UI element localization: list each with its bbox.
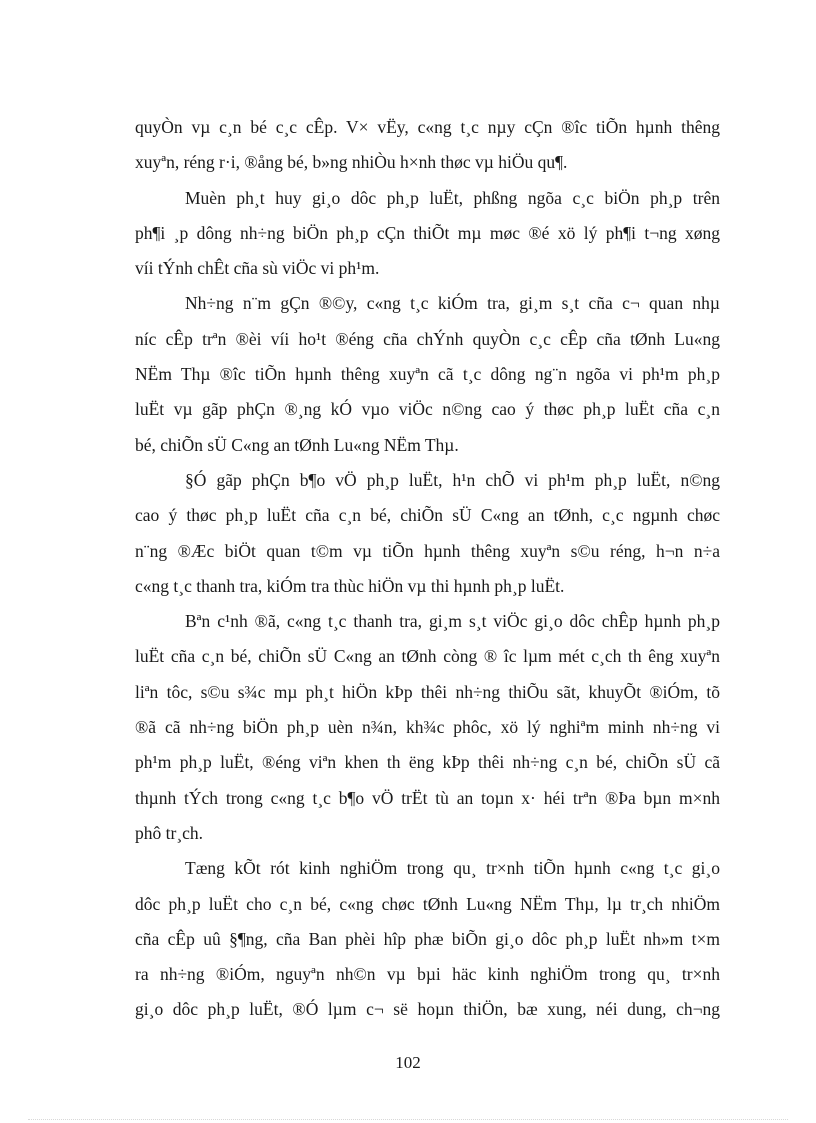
text-line: cao ý thøc ph¸p luËt cña c¸n bé, chiÕn sÜ C«ng an tØnh, c¸c ngµnh chøc: [135, 505, 720, 526]
text-line: thµnh tÝch trong c«ng t¸c b¶o vÖ trËt tù an toµn x· héi trªn ®Þa bµn m×nh: [135, 787, 720, 808]
paragraph: [135, 286, 720, 462]
text-line: liªn tôc, s©u s¾c mµ ph¸t hiÖn kÞp thêi nh÷ng thiÕu sãt, khuyÕt ®iÓm, tõ: [135, 681, 720, 702]
text-line: níc cÊp trªn ®èi víi ho¹t ®éng cña chÝnh quyÒn c¸c cÊp cña tØnh Lu«ng: [135, 328, 720, 349]
text-line: §Ó gãp phÇn b¶o vÖ ph¸p luËt, h¹n chÕ vi ph¹m ph¸p luËt, n©ng: [185, 469, 720, 490]
text-line: ra nh÷ng ®iÓm, nguyªn nh©n vµ bµi häc kinh nghiÖm trong qu¸ tr×nh: [135, 964, 720, 985]
paragraph: [135, 851, 720, 1027]
text-line: quyÒn vµ c¸n bé c¸c cÊp. V× vËy, c«ng t¸c nµy cÇn ®îc tiÕn hµnh thêng: [135, 117, 720, 137]
text-line: Bªn c¹nh ®ã, c«ng t¸c thanh tra, gi¸m s¸t viÖc gi¸o dôc chÊp hµnh ph¸p: [185, 611, 720, 632]
text-line: Tæng kÕt rót kinh nghiÖm trong qu¸ tr×nh tiÕn hµnh c«ng t¸c gi¸o: [185, 858, 720, 879]
text-line: bé, chiÕn sÜ C«ng an tØnh Lu«ng NËm Thµ.: [135, 434, 459, 455]
text-line: ®ã cã nh÷ng biÖn ph¸p uèn n¾n, kh¾c phôc, xö lý nghiªm minh nh÷ng vi: [135, 717, 720, 738]
paragraph: [135, 110, 720, 181]
text-line: c«ng t¸c thanh tra, kiÓm tra thùc hiÖn vµ thi hµnh ph¸p luËt.: [135, 575, 565, 596]
paragraph: [135, 181, 720, 287]
text-line: Muèn ph¸t huy gi¸o dôc ph¸p luËt, phßng ngõa c¸c biÖn ph¸p trên: [185, 187, 720, 208]
text-line: cña cÊp uû §¶ng, cña Ban phèi hîp phæ biÕn gi¸o dôc ph¸p luËt nh»m t×m: [135, 928, 720, 949]
text-line: ph¹m ph¸p luËt, ®éng viªn khen th ëng kÞp thêi nh÷ng c¸n bé, chiÕn sÜ cã: [135, 752, 720, 773]
footer-divider: [28, 1119, 788, 1120]
text-line: ph¶i ¸p dông nh÷ng biÖn ph¸p cÇn thiÕt mµ møc ®é xö lý ph¶i t¬ng xøng: [135, 222, 720, 243]
text-line: luËt cña c¸n bé, chiÕn sÜ C«ng an tØnh còng ® îc lµm mét c¸ch th êng xuyªn: [135, 646, 720, 667]
text-line: phô tr¸ch.: [135, 822, 204, 843]
paragraph: [135, 604, 720, 851]
text-line: xuyªn, réng r·i, ®ång bé, b»ng nhiÒu h×nh thøc vµ hiÖu qu¶.: [135, 152, 568, 173]
text-line: n¨ng ®Æc biÖt quan t©m vµ tiÕn hµnh thêng xuyªn s©u réng, h¬n n÷a: [135, 540, 720, 561]
text-line: víi tÝnh chÊt cña sù viÖc vi ph¹m.: [135, 258, 380, 279]
text-line: dôc ph¸p luËt cho c¸n bé, c«ng chøc tØnh Lu«ng NËm Thµ, lµ tr¸ch nhiÖm: [135, 893, 720, 914]
body-text: [135, 110, 720, 1028]
paragraph: [135, 463, 720, 604]
text-line: luËt vµ gãp phÇn ®¸ng kÓ vµo viÖc n©ng cao ý thøc ph¸p luËt cña c¸n: [135, 399, 720, 420]
text-line: gi¸o dôc ph¸p luËt, ®Ó lµm c¬ së hoµn thiÖn, bæ xung, néi dung, ch¬ng: [135, 999, 720, 1020]
text-line: NËm Thµ ®îc tiÕn hµnh thêng xuyªn cã t¸c dông ng¨n ngõa vi ph¹m ph¸p: [135, 364, 720, 385]
page-number: 102: [395, 1053, 421, 1072]
text-line: Nh÷ng n¨m gÇn ®©y, c«ng t¸c kiÓm tra, gi¸m s¸t cña c¬ quan nhµ: [185, 293, 720, 314]
